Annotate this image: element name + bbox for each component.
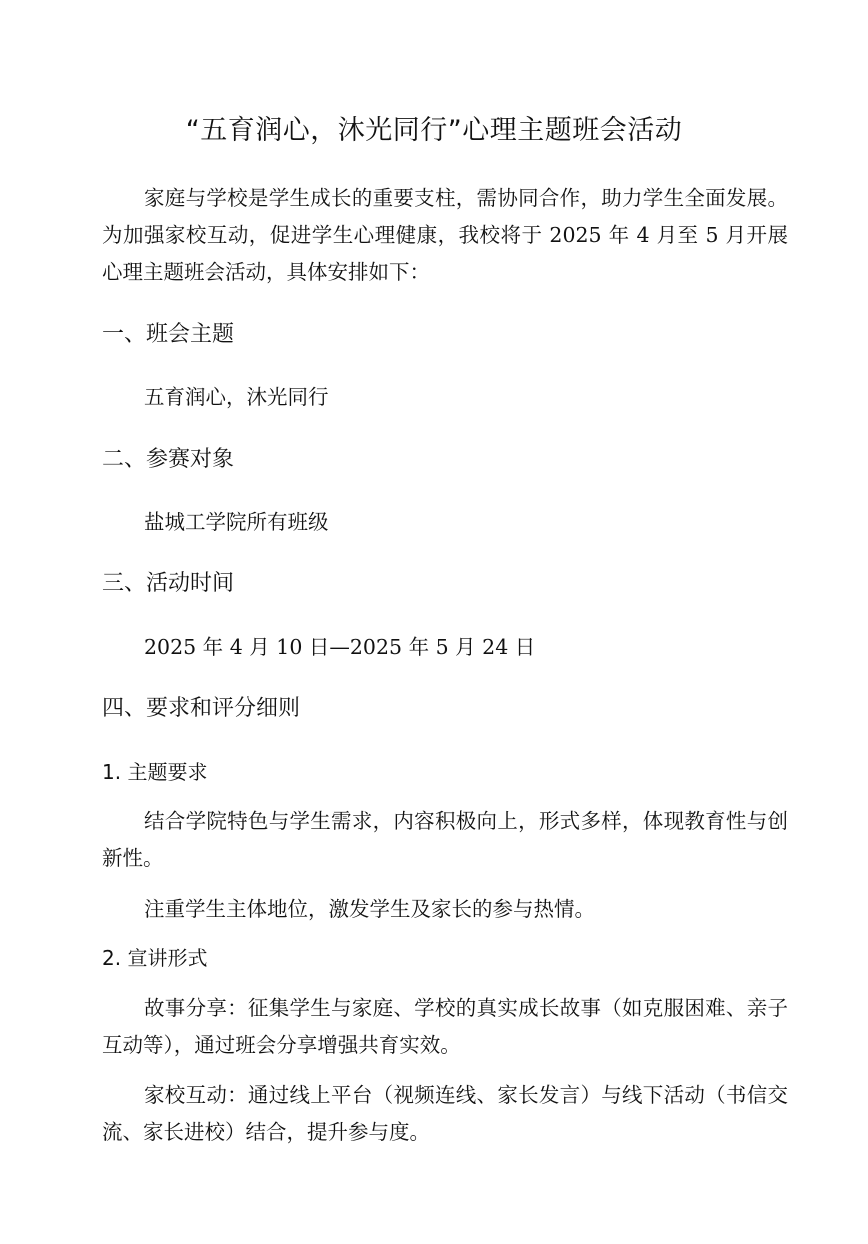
section-heading-requirements: 四、要求和评分细则 <box>102 696 301 721</box>
paragraph-theme-requirement-1: 结合学院特色与学生需求，内容积极向上，形式多样，体现教育性与创新性。 <box>102 809 788 870</box>
section-content-theme: 五育润心，沐光同行 <box>144 385 329 409</box>
document-title: “五育润心，沐光同行”心理主题班会活动 <box>185 115 683 146</box>
subsection-heading-theme-requirements: 1. 主题要求 <box>102 760 208 784</box>
paragraph-story-sharing: 故事分享：征集学生与家庭、学校的真实成长故事（如克服困难、亲子互动等），通过班会分享增强共育实效。 <box>102 996 788 1057</box>
section-heading-time: 三、活动时间 <box>102 571 235 596</box>
section-content-time: 2025 年 4 月 10 日—2025 年 5 月 24 日 <box>144 635 536 659</box>
intro-paragraph: 家庭与学校是学生成长的重要支柱，需协同合作，助力学生全面发展。为加强家校互动，促进学生心理健康，我校将于 2025 年 4 月至 5 月开展心理主题班会活动，具体安排如下： <box>102 186 788 284</box>
paragraph-home-school-interaction: 家校互动：通过线上平台（视频连线、家长发言）与线下活动（书信交流、家长进校）结合，提升参与度。 <box>102 1083 788 1144</box>
section-heading-participants: 二、参赛对象 <box>102 447 235 472</box>
section-heading-theme: 一、班会主题 <box>102 322 235 347</box>
paragraph-theme-requirement-2: 注重学生主体地位，激发学生及家长的参与热情。 <box>144 897 595 921</box>
section-content-participants: 盐城工学院所有班级 <box>144 510 329 534</box>
subsection-heading-presentation-format: 2. 宣讲形式 <box>102 946 208 970</box>
